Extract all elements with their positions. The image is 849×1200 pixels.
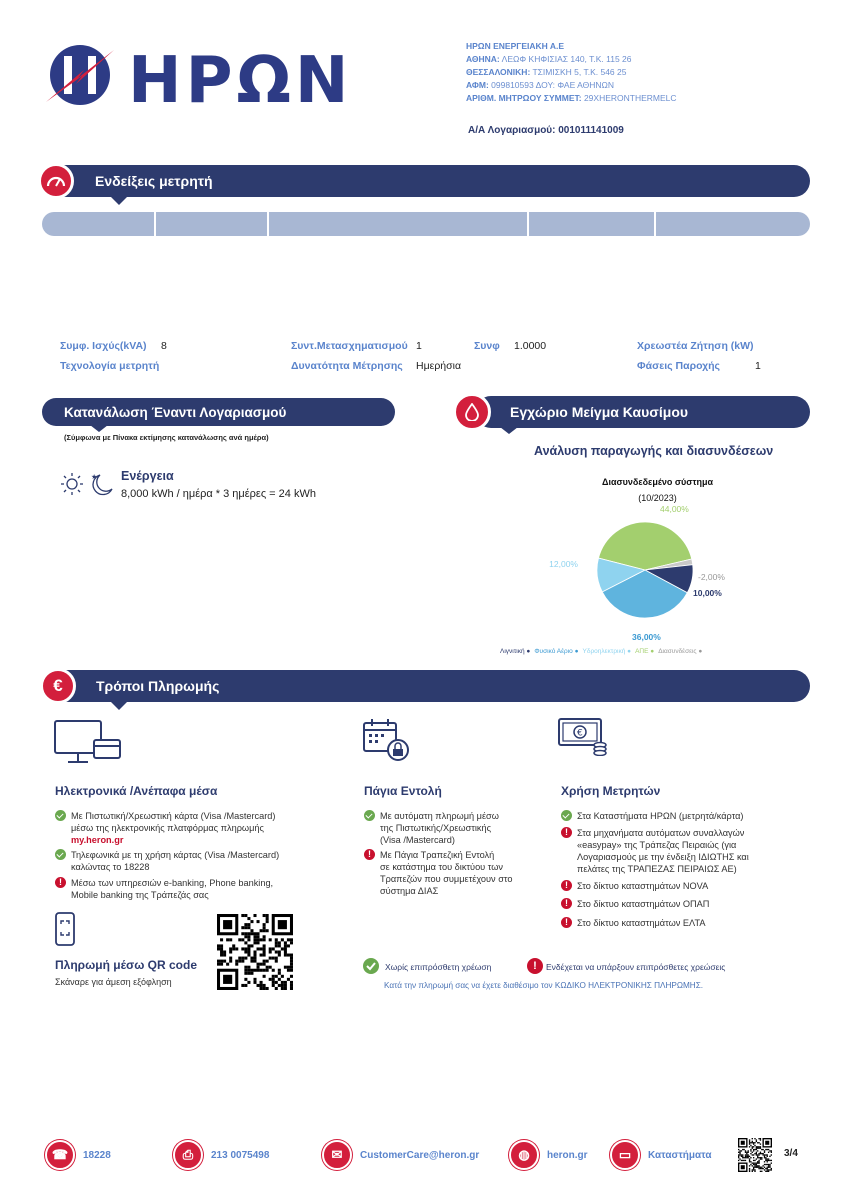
chart-title: Διασυνδεδεμένο σύστημα (601, 477, 714, 487)
gauge-icon (38, 163, 74, 199)
pie-label-1: 36,00% (632, 632, 661, 642)
list-item: ! Στα μηχανήματα αυτόματων συναλλαγών «easypay» της Τράπεζας Πειραιώς (για Λογαριασμούς με την ένδειξη ΙΔΙΩΤΗΣ και πελάτες της ΤΡΑΠΕΖΑΣ ΠΕΙΡΑΙΩΣ ΑΕ) (561, 827, 749, 875)
svg-text:★: ★ (91, 474, 98, 481)
globe-icon: ◍ (509, 1140, 539, 1170)
power-value: 8 (161, 340, 167, 352)
chart-subtitle: (10/2023) (638, 493, 677, 503)
company-info: ΗΡΩΝ ΕΝΕΡΓΕΙΑΚΗ Α.Ε ΑΘΗΝΑ: ΛΕΩΦ ΚΗΦΙΣΙΑΣ 140, Τ.Κ. 115 26 ΘΕΣΣΑΛΟΝΙΚΗ: ΤΣΙΜΙΣΚΗ 5, Τ.Κ. 546 25 ΑΦΜ: 099810593 ΔΟΥ: ΦΑΕ ΑΘΗΝΩΝ ΑΡΙΘΜ. ΜΗΤΡΩΟΥ ΣΥΜΜΕΤ: 29XHERONTHERMELC (466, 41, 677, 103)
fuel-title: Εγχώριο Μείγμα Καυσίμου (510, 404, 689, 420)
standing-order-title: Πάγια Εντολή (364, 784, 442, 798)
legend-item: Λιγνιτική ● (500, 648, 531, 655)
cos-spec: Συνφ (474, 340, 500, 352)
phases-value: 1 (755, 360, 761, 372)
footer-web[interactable]: ◍ heron.gr (509, 1140, 588, 1170)
payment-code-note: Κατά την πληρωμή σας να έχετε διαθέσιμο τον ΚΩΔΙΚΟ ΗΛΕΚΤΡΟΝΙΚΗΣ ΠΛΗΡΩΜΗΣ. (384, 981, 704, 990)
energy-formula: 8,000 kWh / ημέρα * 3 ημέρες = 24 kWh (121, 488, 316, 500)
company-name: ΗΡΩΝ ΕΝΕΡΓΕΙΑΚΗ Α.Ε (466, 41, 565, 51)
consumption-section-bar (42, 398, 395, 426)
cos-value: 1.0000 (514, 340, 547, 352)
payments-section-bar (60, 670, 810, 702)
footer-fax[interactable]: ⎙ 213 0075498 (173, 1140, 269, 1170)
legend-no-charge: Χωρίς επιπρόσθετη χρέωση (385, 962, 492, 972)
fax-icon: ⎙ (173, 1140, 203, 1170)
chart-legend (500, 648, 702, 655)
euro-icon: € (40, 668, 76, 704)
qr-title: Πληρωμή μέσω QR code (55, 958, 198, 972)
sun-moon-icon (60, 470, 116, 498)
list-item: Στα Καταστήματα ΗΡΩΝ (μετρητά/κάρτα) (561, 810, 743, 822)
legend-item: Φυσικό Αέριο ● (534, 648, 579, 655)
transformer-value: 1 (416, 340, 422, 352)
brand-logo-text: ΗΡΩΝ (128, 44, 353, 118)
list-item: ! Με Πάγια Τραπεζική Εντολή σε κατάστημα του δικτύου των Τραπεζών που συμμετέχουν στο σύστημα ΔΙΑΣ (364, 849, 512, 897)
electronic-title: Ηλεκτρονικά /Ανέπαφα μέσα (55, 784, 218, 798)
consumption-note: (Σύμφωνα με Πίνακα εκτίμησης κατανάλωσης ανά ημέρα) (64, 433, 269, 442)
drop-icon (453, 393, 491, 431)
energy-label: Ενέργεια (121, 469, 174, 483)
list-item: ! Στο δίκτυο καταστημάτων ΟΠΑΠ (561, 898, 709, 910)
calendar-lock-icon (363, 718, 411, 762)
legend-item: Υδροηλεκτρική ● (582, 648, 632, 655)
footer-email[interactable]: ✉ CustomerCare@heron.gr (322, 1140, 479, 1170)
fuel-subtitle: Ανάλυση παραγωγής και διασυνδέσεων (534, 444, 774, 458)
footer-stores[interactable]: ▭ Καταστήματα (610, 1140, 711, 1170)
legend-item: Διασυνδέσεις ● (658, 648, 703, 655)
footer-phone[interactable]: ☎ 18228 (45, 1140, 111, 1170)
capability-spec: Δυνατότητα Μέτρησης (291, 360, 403, 372)
demand-spec: Χρεωστέα Ζήτηση (kW) (637, 340, 754, 352)
mail-icon: ✉ (322, 1140, 352, 1170)
transformer-spec: Συντ.Μετασχηματισμού (291, 340, 408, 352)
warning-icon: ! (527, 958, 543, 974)
legend-extra-charge: Ενδέχεται να υπάρξουν επιπρόσθετες χρεώσεις (546, 962, 726, 972)
account-number: Α/Α Λογαριασμού: 001011141009 (468, 125, 624, 136)
store-icon: ▭ (610, 1140, 640, 1170)
fuel-section-bar (475, 396, 810, 428)
capability-value: Ημερήσια (416, 360, 462, 372)
list-item: ! Μέσω των υπηρεσιών e-banking, Phone banking, Mobile banking της Τράπεζάς σας (55, 877, 273, 901)
list-item: ! Στο δίκτυο καταστημάτων ΕΛΤΑ (561, 917, 706, 929)
my-heron-link[interactable]: my.heron.gr (71, 835, 124, 845)
check-icon (363, 958, 379, 974)
computer-card-icon (54, 720, 122, 766)
legend-item: ΑΠΕ ● (635, 648, 655, 655)
cash-icon (558, 718, 608, 756)
phases-spec: Φάσεις Παροχής (637, 360, 721, 372)
power-spec: Συμφ. Ισχύς(kVA) (60, 340, 147, 352)
payments-title: Τρόποι Πληρωμής (96, 678, 220, 694)
list-item: ! Στο δίκτυο καταστημάτων NOVA (561, 880, 708, 892)
pie-label-3: 44,00% (660, 504, 689, 514)
pie-label-2: 12,00% (549, 559, 578, 569)
pie-label-0: 10,00% (693, 588, 722, 598)
meter-section-title: Ενδείξεις μετρητή (95, 173, 213, 189)
page-number: 3/4 (784, 1148, 798, 1159)
tech-spec: Τεχνολογία μετρητή (60, 360, 160, 372)
fuel-mix-pie-chart (540, 500, 760, 650)
list-item: Με Πιστωτική/Χρεωστική κάρτα (Visa /Mastercard) μέσω της ηλεκτρονικής πλατφόρμας πληρωμής my.heron.gr (55, 810, 275, 846)
logo-icon (44, 44, 116, 106)
phone-scan-icon (55, 912, 75, 946)
svg-text:€: € (577, 728, 583, 739)
consumption-title: Κατανάλωση Έναντι Λογαριασμού (64, 404, 287, 420)
list-item: Τηλεφωνικά με τη χρήση κάρτας (Visa /Mastercard) καλώντας το 18228 (55, 849, 279, 873)
qr-subtitle: Σκάναρε για άμεση εξόφληση (55, 977, 172, 987)
meter-readings-table-header (42, 212, 810, 236)
meter-section-bar (60, 165, 810, 197)
cash-title: Χρήση Μετρητών (561, 784, 661, 798)
footer-qr-code[interactable] (738, 1138, 772, 1172)
list-item: Με αυτόματη πληρωμή μέσω της Πιστωτικής/Χρεωστικής (Visa /Mastercard) (364, 810, 499, 846)
pie-label-4: -2,00% (698, 572, 725, 582)
phone-icon: ☎ (45, 1140, 75, 1170)
payment-qr-code[interactable] (217, 914, 293, 990)
